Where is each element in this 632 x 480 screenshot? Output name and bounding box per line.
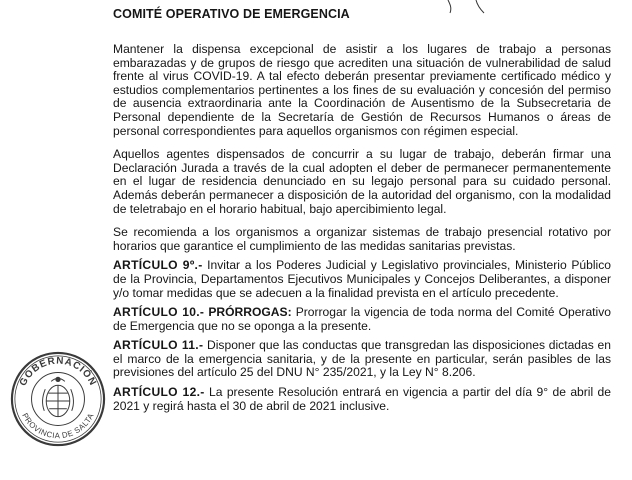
article-12 bbox=[113, 386, 611, 413]
article-9 bbox=[113, 259, 611, 300]
signature-mark bbox=[440, 0, 500, 14]
article-10-label: ARTÍCULO 10.- bbox=[113, 305, 205, 320]
article-12-label: ARTÍCULO 12.- bbox=[113, 385, 205, 400]
seal-text-bottom: PROVINCIA DE SALTA bbox=[20, 411, 96, 441]
article-10-text: Prorrogar la vigencia de toda norma del Comité Operativo de Emergencia que no se oponga a la presente. bbox=[113, 305, 611, 333]
article-11-label: ARTÍCULO 11.- bbox=[113, 338, 204, 353]
article-12-text: La presente Resolución entrará en vigencia a partir del día 9° de abril de 2021 y regirá hasta el 30 de abril de 2021 inclusive. bbox=[113, 385, 612, 413]
article-9-label: ARTÍCULO 9º.- bbox=[113, 258, 203, 273]
article-11-text: Disponer que las conductas que transgredan las disposiciones dictadas en el marco de la emergencia sanitaria, y de la presente en particular, serán pasibles de las previsiones del artículo 25 del DNU N° 235/2021, y la Ley N° 8.206. bbox=[113, 338, 611, 380]
article-10-subtitle: PRÓRROGAS: bbox=[208, 305, 292, 320]
page-header-title: COMITÉ OPERATIVO DE EMERGENCIA bbox=[113, 7, 350, 21]
article-10 bbox=[113, 306, 611, 333]
paragraph-declaracion-jurada: Aquellos agentes dispensados de concurrir a su lugar de trabajo, deberán firmar una Declaración Jurada a través de la cual adopten el deber de permanecer permanentemente en el lugar de residencia denunciado en su legajo personal para su cuidado personal. Además deberán permanecer a disposición de la autoridad del organismo, con la modalidad de teletrabajo en el horario habitual, bajo apercibimiento legal. bbox=[113, 147, 611, 216]
svg-text:GOBERNACIÓN bbox=[18, 356, 99, 388]
article-9-text: Invitar a los Poderes Judicial y Legislativo provinciales, Ministerio Público de la Provincia, Departamentos Ejecutivos Municipales y Concejos Deliberantes, a disponer y/o tomar medidas que se adecuen a la finalidad prevista en el artículo precedente. bbox=[113, 258, 611, 300]
paragraph-dispensa: Mantener la dispensa excepcional de asistir a los lugares de trabajo a personas embarazadas y de grupos de riesgo que acrediten una situación de vulnerabilidad de salud frente al virus COVID-19. A tal efecto deberán presentar previamente certificado médico y estudios complementarios pertinentes a los fines de su evaluación y concesión del permiso de ausencia extraordinaria ante la Coordinación de Ausentismo de la Subsecretaria de Personal dependiente de la Secretaría de Gestión de Recursos Humanos o áreas de personal correspondientes para aquellos organismos con régimen especial. bbox=[113, 42, 611, 138]
seal-text-top: GOBERNACIÓN bbox=[17, 355, 99, 388]
paragraph-trabajo-rotativo: Se recomienda a los organismos a organizar sistemas de trabajo presencial rotativo por horarios que garantice el cumplimiento de las medidas sanitarias previstas. bbox=[113, 225, 611, 253]
document-body bbox=[113, 43, 611, 419]
coat-of-arms-icon bbox=[43, 377, 74, 416]
gobernacion-seal bbox=[9, 350, 107, 448]
article-11 bbox=[113, 339, 611, 380]
